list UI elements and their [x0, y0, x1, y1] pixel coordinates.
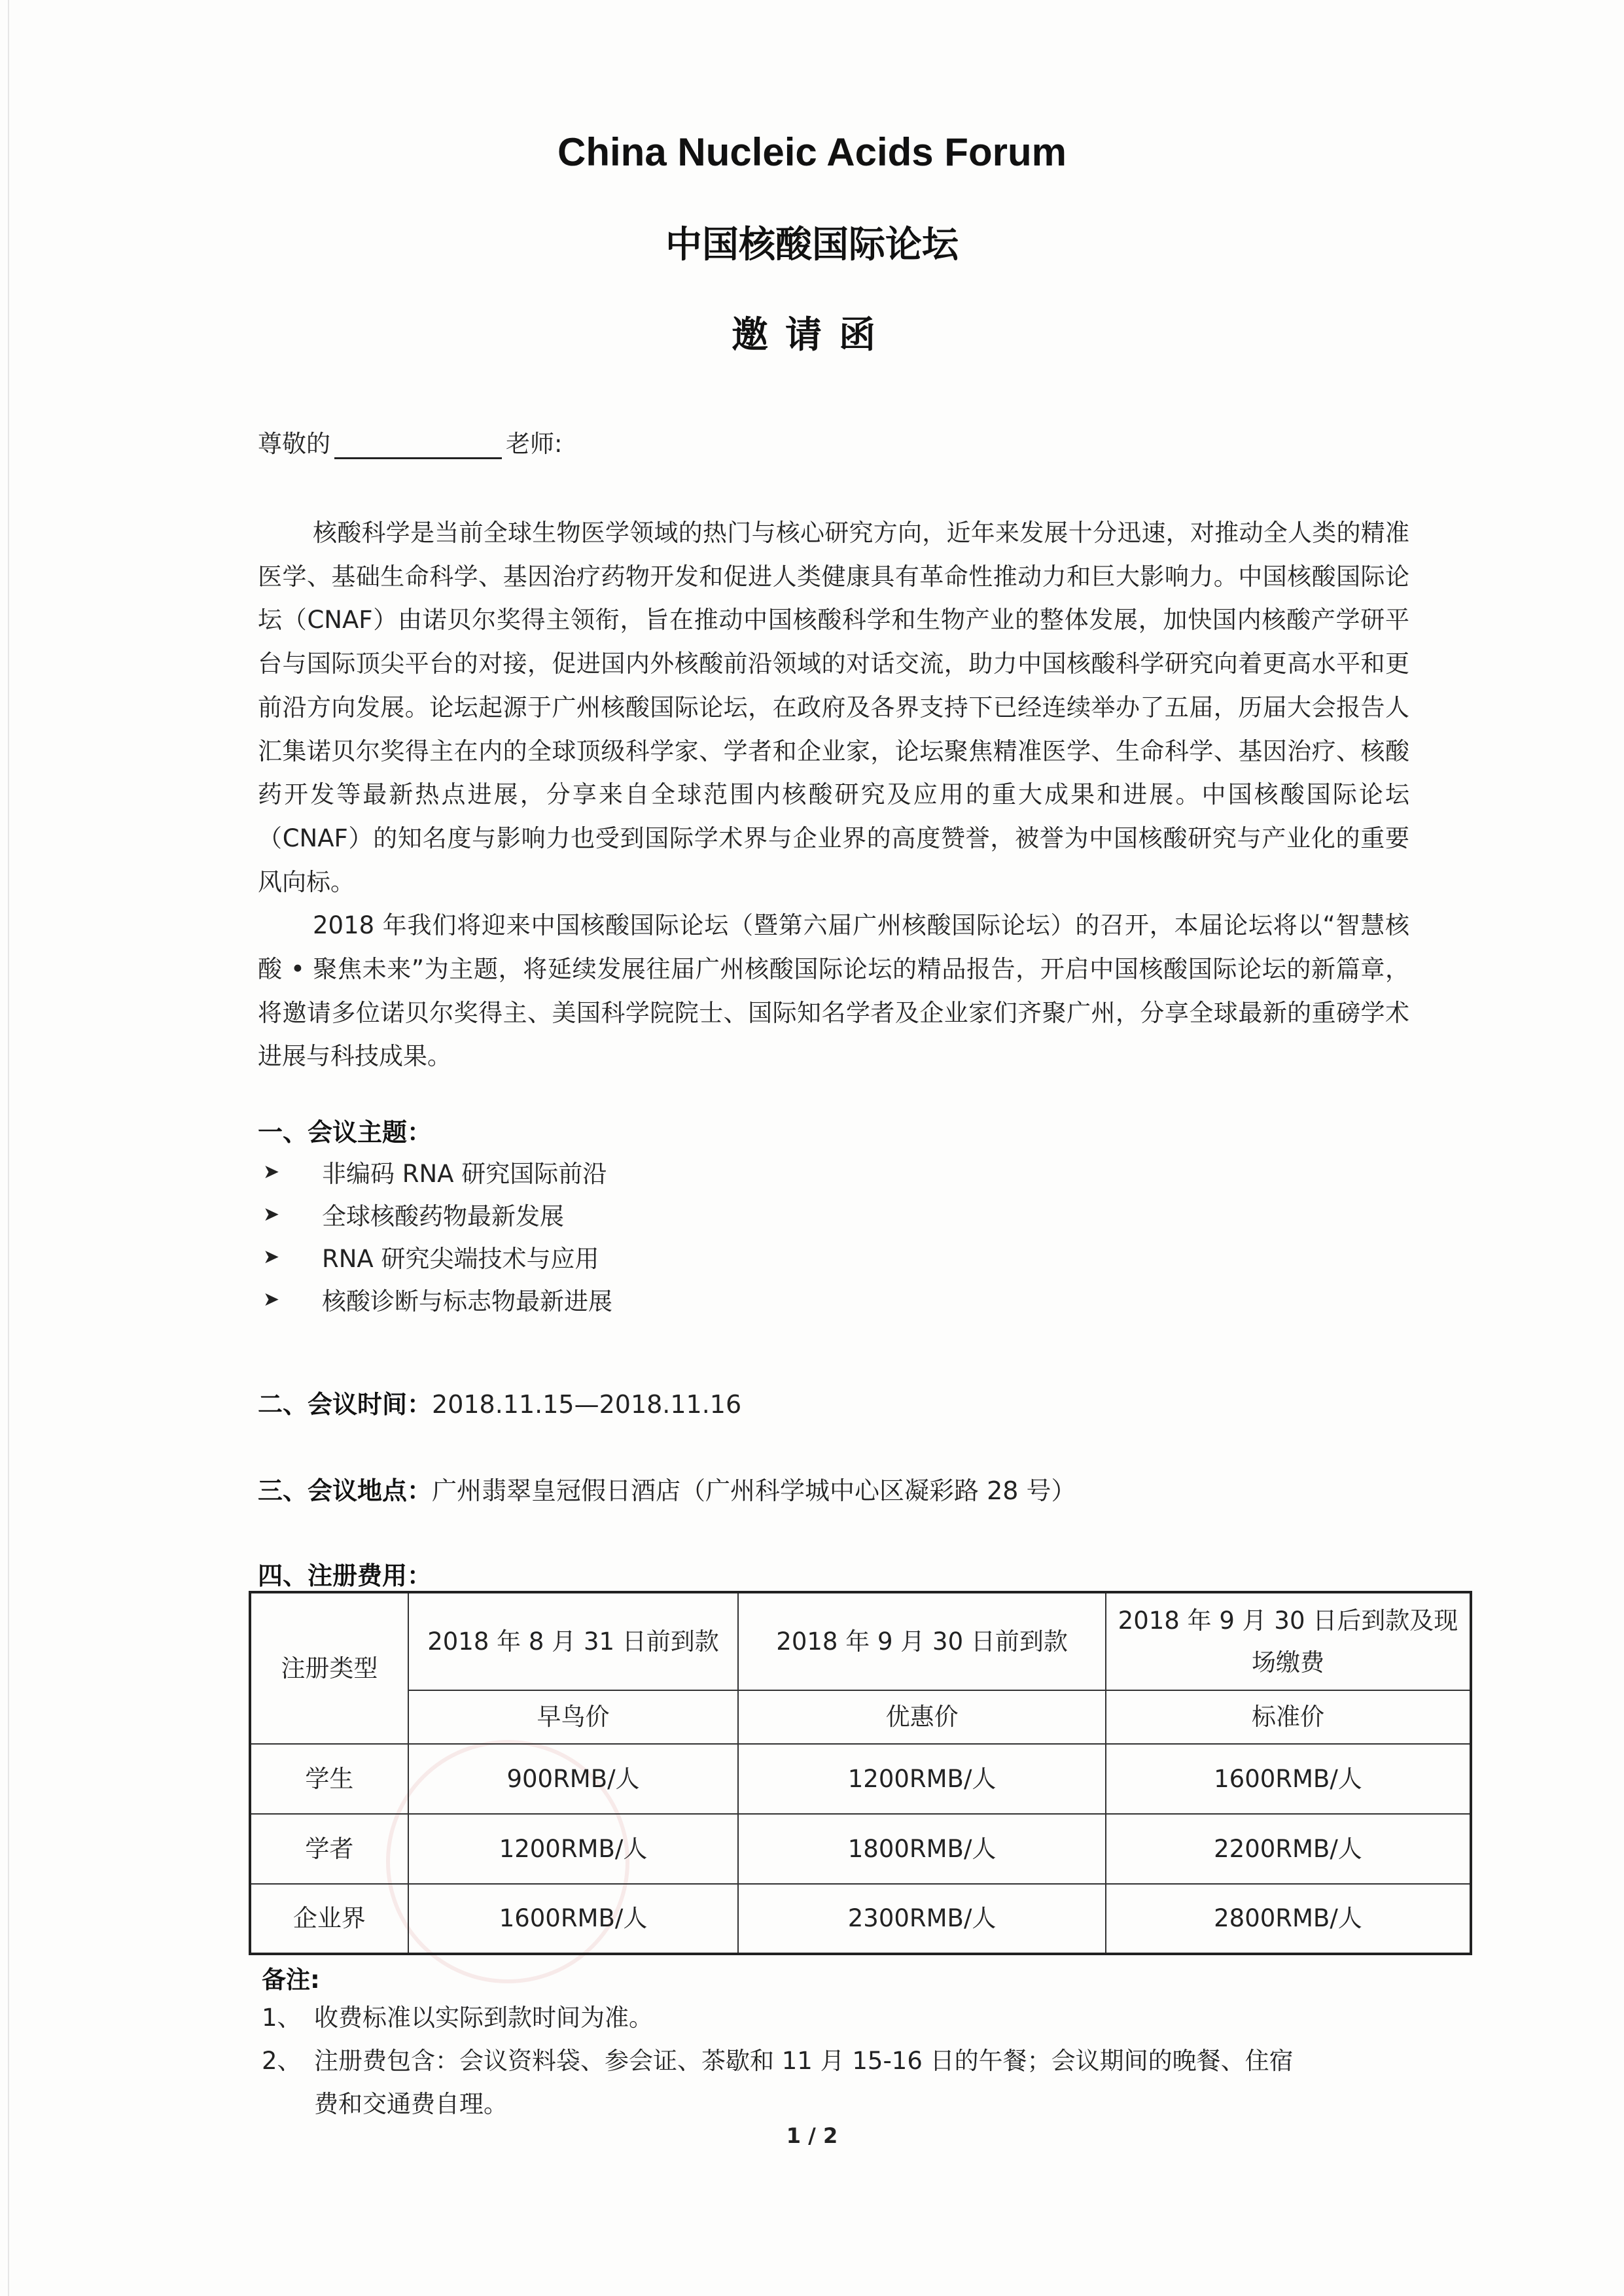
page-number: 1 / 2 — [786, 2123, 838, 2148]
price-label-cell: 优惠价 — [738, 1690, 1106, 1744]
price-cell: 2300RMB/人 — [738, 1884, 1106, 1954]
arrow-bullet-icon: ➤ — [263, 1287, 280, 1311]
note-number: 1、 — [262, 2004, 302, 2032]
price-cell: 1800RMB/人 — [738, 1814, 1106, 1884]
table-header-row — [250, 1592, 1471, 1690]
section-themes-heading: 一、会议主题： — [258, 1118, 432, 1147]
price-cell: 900RMB/人 — [408, 1744, 738, 1814]
note-number: 2、 — [262, 2047, 302, 2075]
theme-item — [263, 1281, 612, 1317]
table-row — [250, 1744, 1471, 1814]
section-time — [258, 1384, 741, 1420]
price-label-cell: 早鸟价 — [408, 1690, 738, 1744]
intro-paragraph-2: 2018 年我们将迎来中国核酸国际论坛（暨第六届广州核酸国际论坛）的召开，本届论坛将以“智慧核酸 • 聚焦未来”为主题，将延续发展往届广州核酸国际论坛的精品报告，开启中国核酸国际论坛的新篇章，将邀请多位诺贝尔奖得主、美国科学院院士、国际知名学者及企业家们齐聚广州，分享全球最新的重磅学术进展与科技成果。 — [258, 911, 1409, 1071]
table-subheader-row — [250, 1690, 1471, 1744]
theme-text: 非编码 RNA 研究国际前沿 — [322, 1160, 607, 1188]
theme-item — [263, 1239, 599, 1274]
note-text-continued: 费和交通费自理。 — [314, 2090, 508, 2118]
type-header-cell: 注册类型 — [250, 1592, 408, 1744]
note-item — [262, 2040, 1453, 2126]
section-time-heading: 二、会议时间： — [258, 1390, 432, 1419]
meeting-venue: 广州翡翠皇冠假日酒店（广州科学城中心区凝彩路 28 号） — [432, 1476, 1076, 1505]
note-text: 收费标准以实际到款时间为准。 — [314, 2004, 653, 2032]
theme-text: 全球核酸药物最新发展 — [322, 1202, 564, 1230]
price-cell: 1600RMB/人 — [1106, 1744, 1471, 1814]
period-header-cell: 2018 年 9 月 30 日后到款及现场缴费 — [1106, 1592, 1471, 1690]
registrant-type-cell: 学生 — [250, 1744, 408, 1814]
meeting-dates: 2018.11.15—2018.11.16 — [432, 1390, 742, 1419]
intro-body — [258, 512, 1409, 1079]
price-cell: 1200RMB/人 — [408, 1814, 738, 1884]
title-chinese: 中国核酸国际论坛 — [665, 224, 959, 266]
period-header-cell: 2018 年 9 月 30 日前到款 — [738, 1592, 1106, 1690]
arrow-bullet-icon: ➤ — [263, 1202, 280, 1226]
price-cell: 1600RMB/人 — [408, 1884, 738, 1954]
registrant-type-cell: 企业界 — [250, 1884, 408, 1954]
theme-item — [263, 1154, 607, 1189]
name-blank-line — [334, 432, 502, 459]
section-venue — [258, 1470, 1076, 1506]
arrow-bullet-icon: ➤ — [263, 1245, 280, 1268]
price-cell: 2200RMB/人 — [1106, 1814, 1471, 1884]
document-type-title: 邀请函 — [732, 314, 892, 357]
section-venue-heading: 三、会议地点： — [258, 1476, 432, 1505]
theme-item — [263, 1196, 564, 1232]
registration-fee-table — [249, 1591, 1472, 1955]
theme-text: RNA 研究尖端技术与应用 — [322, 1245, 599, 1273]
registrant-type-cell: 学者 — [250, 1814, 408, 1884]
period-header-cell: 2018 年 8 月 31 日前到款 — [408, 1592, 738, 1690]
price-label-cell: 标准价 — [1106, 1690, 1471, 1744]
intro-paragraph-1: 核酸科学是当前全球生物医学领域的热门与核心研究方向，近年来发展十分迅速，对推动全人类的精准医学、基础生命科学、基因治疗药物开发和促进人类健康具有革命性推动力和巨大影响力。中国核酸国际论坛（CNAF）由诺贝尔奖得主领衔，旨在推动中国核酸科学和生物产业的整体发展，加快国内核酸产学研平台与国际顶尖平台的对接，促进国内外核酸前沿领域的对话交流，助力中国核酸科学研究向着更高水平和更前沿方向发展。论坛起源于广州核酸国际论坛，在政府及各界支持下已经连续举办了五届，历届大会报告人汇集诺贝尔奖得主在内的全球顶级科学家、学者和企业家，论坛聚焦精准医学、生命科学、基因治疗、核酸药开发等最新热点进展，分享来自全球范围内核酸研究及应用的重大成果和进展。中国核酸国际论坛（CNAF）的知名度与影响力也受到国际学术界与企业界的高度赞誉，被誉为中国核酸研究与产业化的重要风向标。 — [258, 519, 1409, 896]
salutation-suffix: 老师: — [506, 430, 563, 458]
title-english: China Nucleic Acids Forum — [557, 130, 1067, 174]
price-cell: 1200RMB/人 — [738, 1744, 1106, 1814]
table-row — [250, 1884, 1471, 1954]
theme-text: 核酸诊断与标志物最新进展 — [322, 1287, 612, 1315]
salutation — [258, 424, 562, 459]
section-fee-heading: 四、注册费用： — [258, 1561, 432, 1590]
note-item — [262, 1996, 1453, 2040]
table-row — [250, 1814, 1471, 1884]
note-text: 注册费包含：会议资料袋、参会证、茶歇和 11 月 15-16 日的午餐；会议期间的晚餐、住宿 — [314, 2047, 1294, 2075]
arrow-bullet-icon: ➤ — [263, 1160, 280, 1183]
price-cell: 2800RMB/人 — [1106, 1884, 1471, 1954]
salutation-prefix: 尊敬的 — [258, 430, 330, 458]
notes-heading: 备注: — [262, 1966, 320, 1994]
